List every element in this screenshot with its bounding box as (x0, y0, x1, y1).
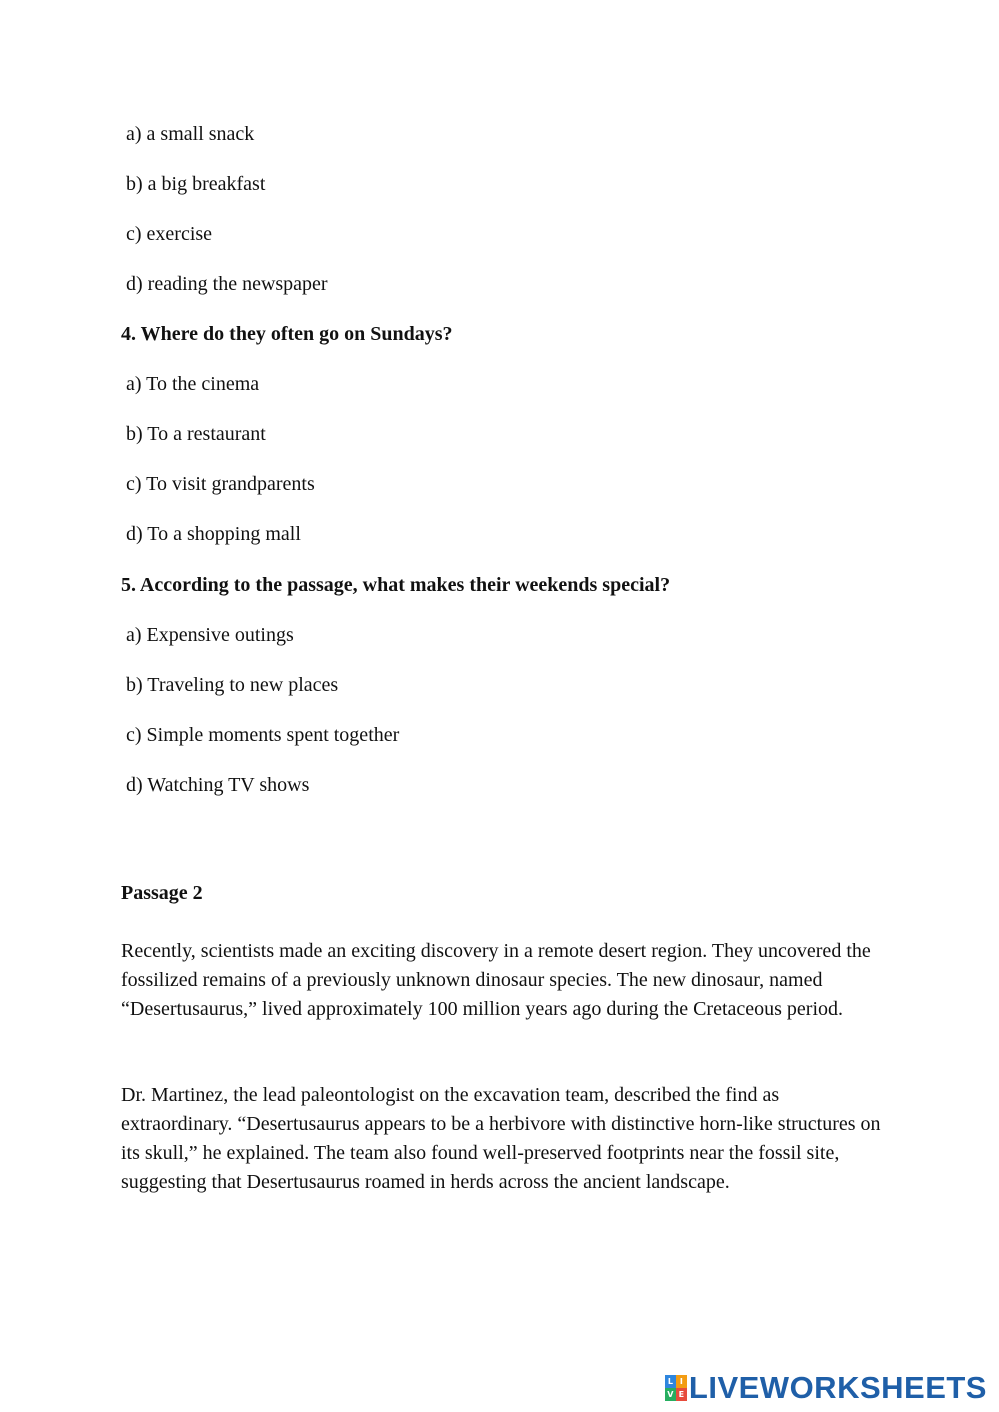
q4-option-a[interactable]: a) To the cinema (126, 373, 260, 395)
q3-option-b[interactable]: b) a big breakfast (126, 173, 266, 195)
passage-2-paragraph-1: Recently, scientists made an exciting discovery in a remote desert region. They uncovered the fossilized remains of a previously unknown dinosaur species. The new dinosaur, named “Desertusaurus,” lived approximately 100 million years ago during the Cretaceous period. (121, 940, 871, 1020)
passage-2-paragraph-2: Dr. Martinez, the lead paleontologist on the excavation team, described the find as extraordinary. “Desertusaurus appears to be a herbivore with distinctive horn-like structures on its skull,” he explained. The team also found well-preserved footprints near the fossil site, suggesting that Desertusaurus roamed in herds across the ancient landscape. (121, 1084, 881, 1193)
liveworksheets-logo (665, 1370, 987, 1406)
passage-2-title: Passage 2 (121, 882, 203, 904)
q5-option-d[interactable]: d) Watching TV shows (126, 774, 310, 796)
q4-option-b[interactable]: b) To a restaurant (126, 423, 266, 445)
q5-option-b[interactable]: b) Traveling to new places (126, 674, 339, 696)
q3-option-d[interactable]: d) reading the newspaper (126, 273, 328, 295)
liveworksheets-logo-icon: L I V E (665, 1375, 687, 1401)
liveworksheets-logo-text: LIVEWORKSHEETS (688, 1370, 987, 1405)
q4-option-c[interactable]: c) To visit grandparents (126, 473, 315, 495)
q5-option-c[interactable]: c) Simple moments spent together (126, 724, 400, 746)
q5-option-a[interactable]: a) Expensive outings (126, 624, 294, 646)
q3-option-a[interactable]: a) a small snack (126, 123, 255, 145)
q3-option-c[interactable]: c) exercise (126, 223, 213, 245)
question-5: 5. According to the passage, what makes their weekends special? (121, 574, 671, 596)
q4-option-d[interactable]: d) To a shopping mall (126, 523, 301, 545)
question-4: 4. Where do they often go on Sundays? (121, 323, 453, 345)
